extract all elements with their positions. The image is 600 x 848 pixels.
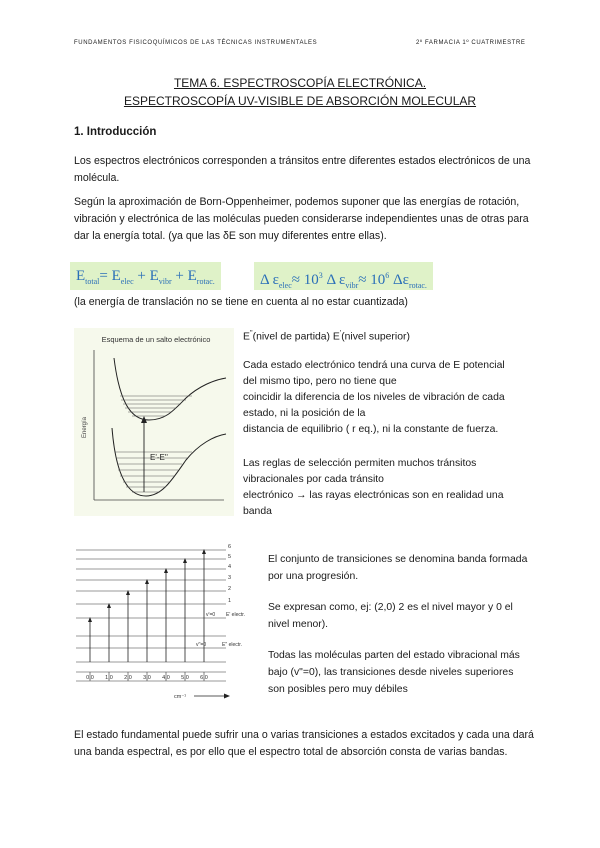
energy-ratio-equation: Δ $\varepsilon_{elec}\approx 10^3$ Δ $\varepsilon_{vibr}\approx 10^6$ $\Delta\varepsilon_{rotac.}$	[254, 262, 433, 290]
ground-state-paragraph: Todas las moléculas parten del estado vibracional más bajo (v"=0), las transiciones desde niveles superiores son posibles pero muy débiles	[268, 650, 520, 695]
svg-text:3,0: 3,0	[143, 675, 151, 681]
upper-electronic-label: E' electr.	[226, 612, 246, 618]
transition-label: E'-E''	[150, 453, 168, 462]
y-axis-label: Energía	[82, 416, 88, 438]
wavenumber-unit: cm⁻¹	[174, 694, 187, 700]
svg-text:2: 2	[228, 586, 232, 592]
energy-total-equation: $E_{total}= E_{elec} + E_{vibr} + E_{rotac.}$	[70, 262, 221, 290]
svg-text:4: 4	[228, 564, 232, 570]
svg-text:3: 3	[228, 575, 232, 581]
energy-levels-legend: E''(nivel de partida) E'(nivel superior)	[243, 330, 410, 343]
svg-text:0,0: 0,0	[86, 675, 94, 681]
running-header-right: 2º FARMACIA 1º CUATRIMESTRE	[416, 40, 526, 46]
figure-caption: Esquema de un salto electrónico	[101, 335, 211, 344]
page-title-line1: TEMA 6. ESPECTROSCOPÍA ELECTRÓNICA.	[173, 76, 427, 90]
svg-text:4,0: 4,0	[162, 675, 170, 681]
figure-background	[74, 328, 234, 516]
band-labels	[86, 675, 208, 681]
lower-electronic-label: E'' electr.	[222, 642, 242, 648]
vibrational-progression-figure	[76, 538, 266, 710]
svg-text:6: 6	[228, 544, 232, 550]
page-title-line2: ESPECTROSCOPÍA UV-VISIBLE DE ABSORCIÓN MOLECULAR	[123, 94, 477, 108]
svg-text:6,0: 6,0	[200, 675, 208, 681]
wavenumber-arrowhead	[224, 694, 230, 699]
svg-text:5: 5	[228, 554, 232, 560]
notation-paragraph: Se expresan como, ej: (2,0) 2 es el nivel mayor y 0 el nivel menor).	[268, 602, 513, 630]
potential-curve-paragraph: Cada estado electrónico tendrá una curva de E potencial del mismo tipo, pero no tiene que coincidir la diferencia de los niveles de vibración de cada estado, ni la posición de la distancia de equilibrio ( r eq.), ni la constante de fuerza.	[243, 360, 505, 435]
born-oppenheimer-paragraph: Según la aproximación de Born-Oppenheimer, podemos suponer que las energías de rotación, vibración y electrónica de las moléculas pueden considerarse independientes unas de otras para dar la energía total. (ya que las δE son muy diferentes entre ellas).	[74, 196, 529, 242]
section-heading: 1. Introducción	[74, 126, 157, 138]
svg-text:2,0: 2,0	[124, 675, 132, 681]
final-paragraph: El estado fundamental puede sufrir una o varias transiciones a estados excitados y cada una dará una banda espectral, es por ello que el espectro total de absorción consta de varias bandas.	[74, 729, 534, 758]
selection-rules-paragraph: Las reglas de selección permiten muchos tránsitos vibracionales por cada tránsito electrónico → las rayas electrónicas son en realidad una banda	[243, 458, 504, 517]
translation-note: (la energía de translación no se tiene en cuenta al no estar cuantizada)	[74, 296, 408, 308]
upper-v-label: v'=0	[206, 612, 216, 618]
transition-lines	[90, 550, 207, 662]
svg-text:1: 1	[228, 598, 232, 604]
running-header-left: FUNDAMENTOS FISICOQUÍMICOS DE LAS TÉCNICAS INSTRUMENTALES	[74, 40, 318, 46]
svg-text:1,0: 1,0	[105, 675, 113, 681]
electronic-transition-figure	[74, 328, 234, 516]
upper-state-levels	[76, 550, 226, 618]
lower-v-label: v''=0	[196, 642, 207, 648]
intro-paragraph: Los espectros electrónicos corresponden a tránsitos entre diferentes estados electrónicos de una molécula.	[74, 155, 531, 184]
lower-state-levels	[76, 636, 226, 662]
svg-text:5,0: 5,0	[181, 675, 189, 681]
progression-paragraph: El conjunto de transiciones se denomina banda formada por una progresión.	[268, 554, 528, 582]
upper-level-numbers	[228, 544, 231, 604]
